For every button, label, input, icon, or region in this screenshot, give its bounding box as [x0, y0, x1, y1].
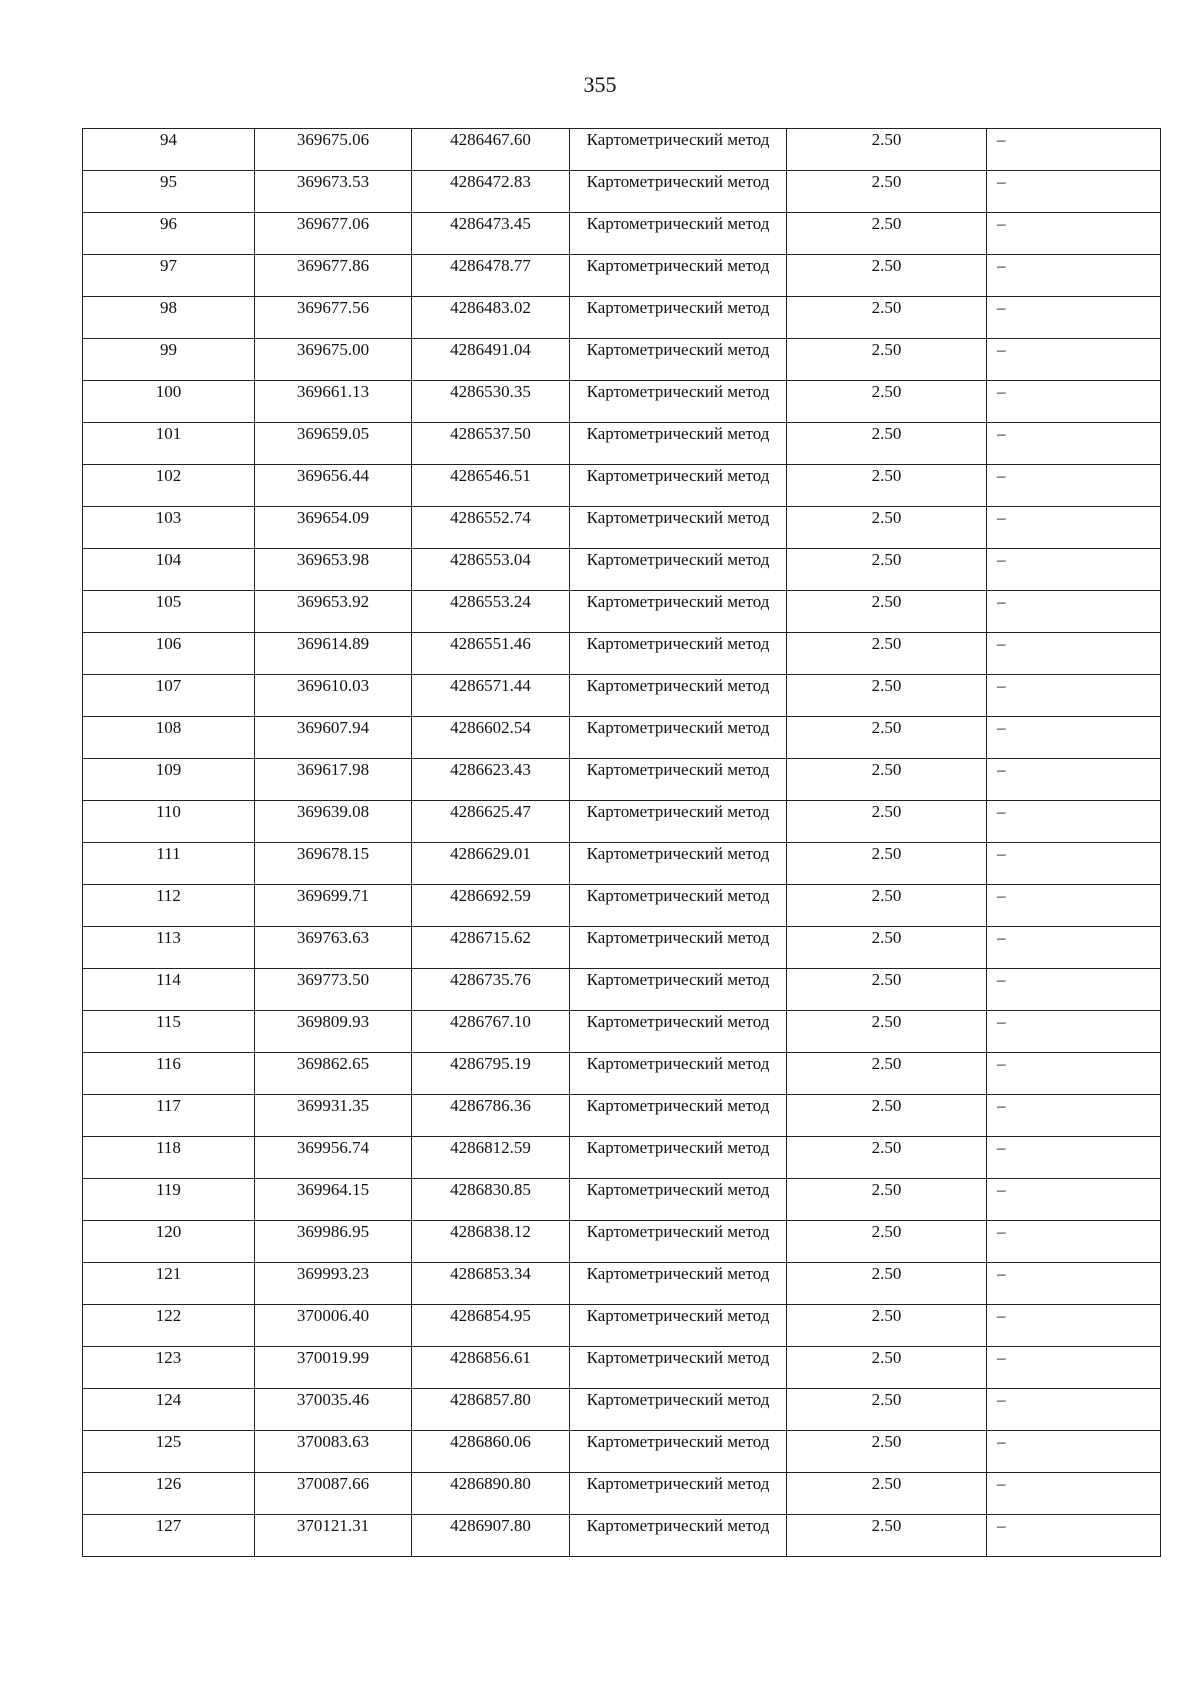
coordinates-table [82, 128, 1161, 1557]
method-cell: Картометрический метод [570, 1179, 787, 1221]
accuracy-cell: 2.50 [787, 507, 987, 549]
accuracy-cell: 2.50 [787, 759, 987, 801]
note-cell: – [987, 591, 1161, 633]
accuracy-cell: 2.50 [787, 1347, 987, 1389]
accuracy-cell: 2.50 [787, 465, 987, 507]
x-coordinate-cell: 369699.71 [255, 885, 412, 927]
point-number-cell: 109 [83, 759, 255, 801]
y-coordinate-cell: 4286767.10 [412, 1011, 570, 1053]
note-cell: – [987, 339, 1161, 381]
method-cell: Картометрический метод [570, 339, 787, 381]
y-coordinate-cell: 4286786.36 [412, 1095, 570, 1137]
accuracy-cell: 2.50 [787, 801, 987, 843]
accuracy-cell: 2.50 [787, 549, 987, 591]
point-number-cell: 105 [83, 591, 255, 633]
note-cell: – [987, 717, 1161, 759]
accuracy-cell: 2.50 [787, 423, 987, 465]
accuracy-cell: 2.50 [787, 1473, 987, 1515]
x-coordinate-cell: 369614.89 [255, 633, 412, 675]
x-coordinate-cell: 369607.94 [255, 717, 412, 759]
table-row [83, 549, 1161, 591]
note-cell: – [987, 1221, 1161, 1263]
table-row [83, 1137, 1161, 1179]
table-row [83, 129, 1161, 171]
note-cell: – [987, 507, 1161, 549]
method-cell: Картометрический метод [570, 171, 787, 213]
accuracy-cell: 2.50 [787, 1221, 987, 1263]
note-cell: – [987, 1263, 1161, 1305]
method-cell: Картометрический метод [570, 801, 787, 843]
table-row [83, 1179, 1161, 1221]
y-coordinate-cell: 4286553.24 [412, 591, 570, 633]
table-row [83, 801, 1161, 843]
table-row [83, 591, 1161, 633]
table-row [83, 633, 1161, 675]
method-cell: Картометрический метод [570, 591, 787, 633]
note-cell: – [987, 1347, 1161, 1389]
page-number: 355 [583, 72, 617, 97]
accuracy-cell: 2.50 [787, 591, 987, 633]
note-cell: – [987, 297, 1161, 339]
table-row [83, 885, 1161, 927]
method-cell: Картометрический метод [570, 1389, 787, 1431]
note-cell: – [987, 927, 1161, 969]
method-cell: Картометрический метод [570, 1431, 787, 1473]
table-row [83, 339, 1161, 381]
method-cell: Картометрический метод [570, 843, 787, 885]
note-cell: – [987, 1515, 1161, 1557]
y-coordinate-cell: 4286623.43 [412, 759, 570, 801]
accuracy-cell: 2.50 [787, 381, 987, 423]
table-row [83, 1095, 1161, 1137]
y-coordinate-cell: 4286907.80 [412, 1515, 570, 1557]
method-cell: Картометрический метод [570, 297, 787, 339]
method-cell: Картометрический метод [570, 1011, 787, 1053]
table-row [83, 423, 1161, 465]
accuracy-cell: 2.50 [787, 927, 987, 969]
y-coordinate-cell: 4286857.80 [412, 1389, 570, 1431]
table-row [83, 759, 1161, 801]
x-coordinate-cell: 369675.06 [255, 129, 412, 171]
x-coordinate-cell: 369653.98 [255, 549, 412, 591]
y-coordinate-cell: 4286478.77 [412, 255, 570, 297]
method-cell: Картометрический метод [570, 969, 787, 1011]
point-number-cell: 106 [83, 633, 255, 675]
x-coordinate-cell: 369677.86 [255, 255, 412, 297]
point-number-cell: 98 [83, 297, 255, 339]
method-cell: Картометрический метод [570, 1137, 787, 1179]
point-number-cell: 95 [83, 171, 255, 213]
note-cell: – [987, 1053, 1161, 1095]
note-cell: – [987, 1389, 1161, 1431]
method-cell: Картометрический метод [570, 1347, 787, 1389]
y-coordinate-cell: 4286856.61 [412, 1347, 570, 1389]
note-cell: – [987, 843, 1161, 885]
accuracy-cell: 2.50 [787, 1137, 987, 1179]
accuracy-cell: 2.50 [787, 171, 987, 213]
method-cell: Картометрический метод [570, 633, 787, 675]
x-coordinate-cell: 369677.06 [255, 213, 412, 255]
note-cell: – [987, 1473, 1161, 1515]
table-row [83, 255, 1161, 297]
x-coordinate-cell: 370035.46 [255, 1389, 412, 1431]
note-cell: – [987, 675, 1161, 717]
note-cell: – [987, 1305, 1161, 1347]
table-row [83, 213, 1161, 255]
accuracy-cell: 2.50 [787, 969, 987, 1011]
note-cell: – [987, 381, 1161, 423]
accuracy-cell: 2.50 [787, 1263, 987, 1305]
method-cell: Картометрический метод [570, 1473, 787, 1515]
point-number-cell: 126 [83, 1473, 255, 1515]
note-cell: – [987, 549, 1161, 591]
method-cell: Картометрический метод [570, 1053, 787, 1095]
table-row [83, 465, 1161, 507]
x-coordinate-cell: 369773.50 [255, 969, 412, 1011]
point-number-cell: 108 [83, 717, 255, 759]
x-coordinate-cell: 369763.63 [255, 927, 412, 969]
y-coordinate-cell: 4286735.76 [412, 969, 570, 1011]
accuracy-cell: 2.50 [787, 843, 987, 885]
x-coordinate-cell: 370087.66 [255, 1473, 412, 1515]
x-coordinate-cell: 369610.03 [255, 675, 412, 717]
x-coordinate-cell: 369654.09 [255, 507, 412, 549]
point-number-cell: 125 [83, 1431, 255, 1473]
y-coordinate-cell: 4286473.45 [412, 213, 570, 255]
point-number-cell: 124 [83, 1389, 255, 1431]
note-cell: – [987, 255, 1161, 297]
method-cell: Картометрический метод [570, 129, 787, 171]
note-cell: – [987, 885, 1161, 927]
point-number-cell: 101 [83, 423, 255, 465]
method-cell: Картометрический метод [570, 1263, 787, 1305]
note-cell: – [987, 1095, 1161, 1137]
accuracy-cell: 2.50 [787, 213, 987, 255]
point-number-cell: 120 [83, 1221, 255, 1263]
table-row [83, 717, 1161, 759]
point-number-cell: 112 [83, 885, 255, 927]
x-coordinate-cell: 370121.31 [255, 1515, 412, 1557]
x-coordinate-cell: 369653.92 [255, 591, 412, 633]
accuracy-cell: 2.50 [787, 1515, 987, 1557]
table-row [83, 507, 1161, 549]
accuracy-cell: 2.50 [787, 675, 987, 717]
x-coordinate-cell: 370019.99 [255, 1347, 412, 1389]
table-row [83, 1011, 1161, 1053]
y-coordinate-cell: 4286467.60 [412, 129, 570, 171]
point-number-cell: 110 [83, 801, 255, 843]
accuracy-cell: 2.50 [787, 339, 987, 381]
method-cell: Картометрический метод [570, 885, 787, 927]
x-coordinate-cell: 369993.23 [255, 1263, 412, 1305]
accuracy-cell: 2.50 [787, 1305, 987, 1347]
x-coordinate-cell: 369675.00 [255, 339, 412, 381]
method-cell: Картометрический метод [570, 675, 787, 717]
note-cell: – [987, 1011, 1161, 1053]
method-cell: Картометрический метод [570, 549, 787, 591]
table-row [83, 1473, 1161, 1515]
accuracy-cell: 2.50 [787, 297, 987, 339]
x-coordinate-cell: 369931.35 [255, 1095, 412, 1137]
table-row [83, 1221, 1161, 1263]
x-coordinate-cell: 369678.15 [255, 843, 412, 885]
accuracy-cell: 2.50 [787, 1053, 987, 1095]
method-cell: Картометрический метод [570, 381, 787, 423]
accuracy-cell: 2.50 [787, 1431, 987, 1473]
table-row [83, 969, 1161, 1011]
y-coordinate-cell: 4286890.80 [412, 1473, 570, 1515]
point-number-cell: 118 [83, 1137, 255, 1179]
y-coordinate-cell: 4286812.59 [412, 1137, 570, 1179]
x-coordinate-cell: 369809.93 [255, 1011, 412, 1053]
method-cell: Картометрический метод [570, 255, 787, 297]
y-coordinate-cell: 4286830.85 [412, 1179, 570, 1221]
y-coordinate-cell: 4286602.54 [412, 717, 570, 759]
method-cell: Картометрический метод [570, 717, 787, 759]
point-number-cell: 119 [83, 1179, 255, 1221]
method-cell: Картометрический метод [570, 1305, 787, 1347]
method-cell: Картометрический метод [570, 1095, 787, 1137]
point-number-cell: 97 [83, 255, 255, 297]
point-number-cell: 103 [83, 507, 255, 549]
note-cell: – [987, 465, 1161, 507]
x-coordinate-cell: 369659.05 [255, 423, 412, 465]
table-row [83, 1347, 1161, 1389]
note-cell: – [987, 1179, 1161, 1221]
method-cell: Картометрический метод [570, 1515, 787, 1557]
point-number-cell: 127 [83, 1515, 255, 1557]
table-row [83, 1431, 1161, 1473]
point-number-cell: 100 [83, 381, 255, 423]
point-number-cell: 99 [83, 339, 255, 381]
y-coordinate-cell: 4286530.35 [412, 381, 570, 423]
x-coordinate-cell: 369639.08 [255, 801, 412, 843]
y-coordinate-cell: 4286853.34 [412, 1263, 570, 1305]
y-coordinate-cell: 4286571.44 [412, 675, 570, 717]
table-row [83, 297, 1161, 339]
x-coordinate-cell: 369656.44 [255, 465, 412, 507]
x-coordinate-cell: 369956.74 [255, 1137, 412, 1179]
note-cell: – [987, 969, 1161, 1011]
note-cell: – [987, 171, 1161, 213]
y-coordinate-cell: 4286472.83 [412, 171, 570, 213]
table-row [83, 171, 1161, 213]
x-coordinate-cell: 370006.40 [255, 1305, 412, 1347]
accuracy-cell: 2.50 [787, 1179, 987, 1221]
method-cell: Картометрический метод [570, 1221, 787, 1263]
y-coordinate-cell: 4286838.12 [412, 1221, 570, 1263]
point-number-cell: 94 [83, 129, 255, 171]
table-row [83, 927, 1161, 969]
y-coordinate-cell: 4286629.01 [412, 843, 570, 885]
note-cell: – [987, 1431, 1161, 1473]
y-coordinate-cell: 4286537.50 [412, 423, 570, 465]
table-row [83, 1389, 1161, 1431]
point-number-cell: 122 [83, 1305, 255, 1347]
y-coordinate-cell: 4286546.51 [412, 465, 570, 507]
point-number-cell: 104 [83, 549, 255, 591]
note-cell: – [987, 213, 1161, 255]
y-coordinate-cell: 4286551.46 [412, 633, 570, 675]
y-coordinate-cell: 4286854.95 [412, 1305, 570, 1347]
y-coordinate-cell: 4286795.19 [412, 1053, 570, 1095]
method-cell: Картометрический метод [570, 465, 787, 507]
method-cell: Картометрический метод [570, 759, 787, 801]
y-coordinate-cell: 4286692.59 [412, 885, 570, 927]
x-coordinate-cell: 369617.98 [255, 759, 412, 801]
point-number-cell: 117 [83, 1095, 255, 1137]
point-number-cell: 123 [83, 1347, 255, 1389]
note-cell: – [987, 423, 1161, 465]
point-number-cell: 113 [83, 927, 255, 969]
table-row [83, 843, 1161, 885]
accuracy-cell: 2.50 [787, 633, 987, 675]
point-number-cell: 107 [83, 675, 255, 717]
table-row [83, 1263, 1161, 1305]
note-cell: – [987, 129, 1161, 171]
note-cell: – [987, 633, 1161, 675]
table-row [83, 675, 1161, 717]
method-cell: Картометрический метод [570, 507, 787, 549]
accuracy-cell: 2.50 [787, 129, 987, 171]
accuracy-cell: 2.50 [787, 1095, 987, 1137]
accuracy-cell: 2.50 [787, 1011, 987, 1053]
table-row [83, 1053, 1161, 1095]
x-coordinate-cell: 370083.63 [255, 1431, 412, 1473]
accuracy-cell: 2.50 [787, 255, 987, 297]
note-cell: – [987, 801, 1161, 843]
point-number-cell: 114 [83, 969, 255, 1011]
y-coordinate-cell: 4286552.74 [412, 507, 570, 549]
accuracy-cell: 2.50 [787, 717, 987, 759]
method-cell: Картометрический метод [570, 927, 787, 969]
x-coordinate-cell: 369964.15 [255, 1179, 412, 1221]
table-row [83, 1305, 1161, 1347]
note-cell: – [987, 759, 1161, 801]
point-number-cell: 102 [83, 465, 255, 507]
point-number-cell: 115 [83, 1011, 255, 1053]
point-number-cell: 116 [83, 1053, 255, 1095]
method-cell: Картометрический метод [570, 213, 787, 255]
y-coordinate-cell: 4286860.06 [412, 1431, 570, 1473]
method-cell: Картометрический метод [570, 423, 787, 465]
y-coordinate-cell: 4286715.62 [412, 927, 570, 969]
y-coordinate-cell: 4286483.02 [412, 297, 570, 339]
table-row [83, 381, 1161, 423]
x-coordinate-cell: 369661.13 [255, 381, 412, 423]
x-coordinate-cell: 369677.56 [255, 297, 412, 339]
table-row [83, 1515, 1161, 1557]
y-coordinate-cell: 4286625.47 [412, 801, 570, 843]
point-number-cell: 96 [83, 213, 255, 255]
accuracy-cell: 2.50 [787, 885, 987, 927]
x-coordinate-cell: 369862.65 [255, 1053, 412, 1095]
x-coordinate-cell: 369673.53 [255, 171, 412, 213]
y-coordinate-cell: 4286553.04 [412, 549, 570, 591]
point-number-cell: 111 [83, 843, 255, 885]
accuracy-cell: 2.50 [787, 1389, 987, 1431]
y-coordinate-cell: 4286491.04 [412, 339, 570, 381]
note-cell: – [987, 1137, 1161, 1179]
x-coordinate-cell: 369986.95 [255, 1221, 412, 1263]
point-number-cell: 121 [83, 1263, 255, 1305]
table-body [83, 129, 1161, 1557]
